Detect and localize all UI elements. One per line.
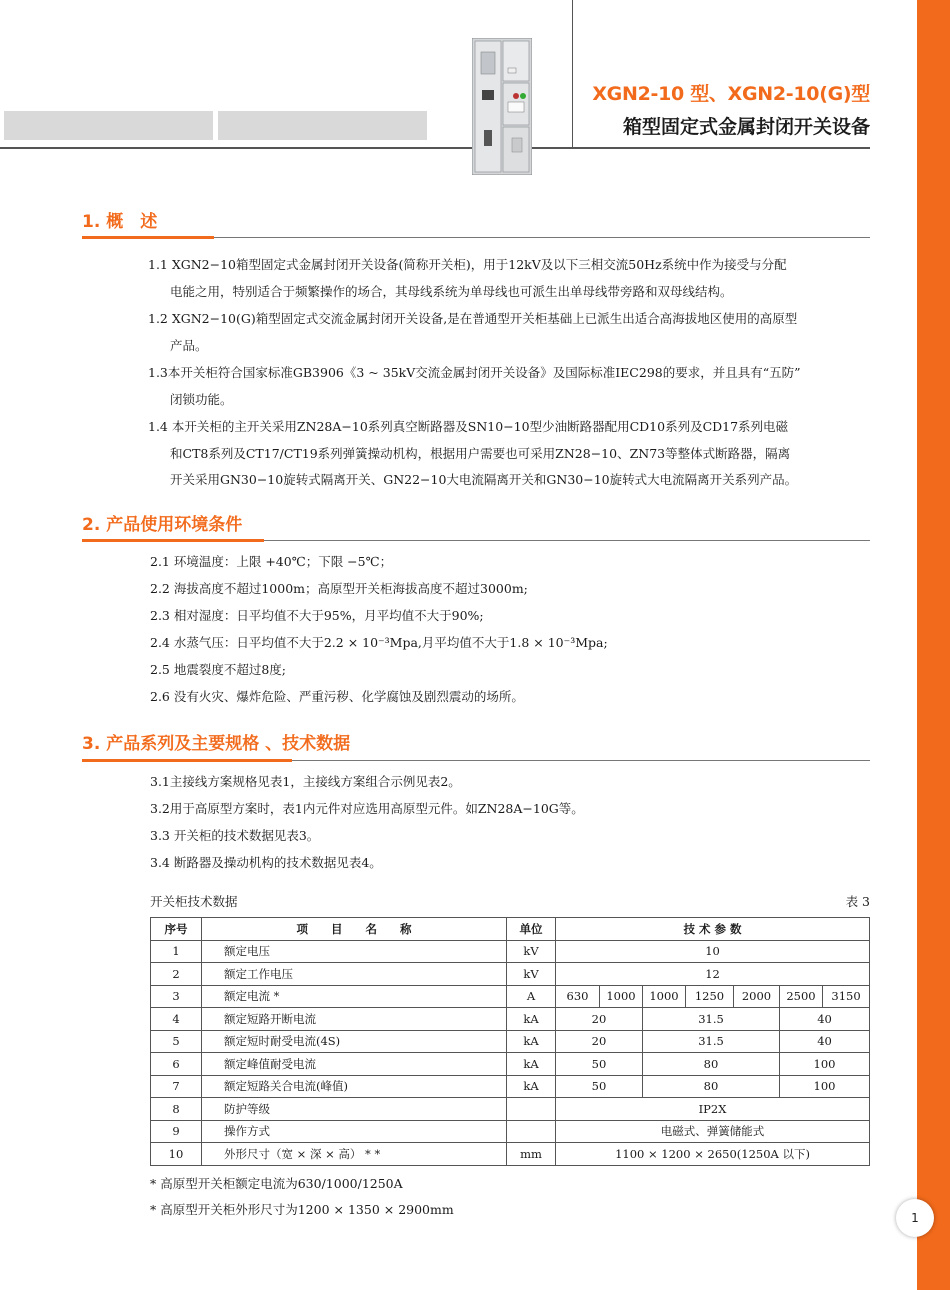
row-name: 外形尺寸（宽 × 深 × 高） * *: [202, 1143, 507, 1166]
condition-item: 2.4 水蒸气压：日平均值不大于2.2 × 10⁻³Mpa,月平均值不大于1.8 × 10⁻³Mpa;: [150, 635, 608, 650]
spec-item: 3.4 断路器及操动机构的技术数据见表4。: [150, 855, 382, 870]
row-unit: kA: [507, 1053, 556, 1076]
row-value: 20: [556, 1008, 643, 1031]
row-name: 额定峰值耐受电流: [202, 1053, 507, 1076]
table-row: [151, 1030, 870, 1053]
row-unit: kA: [507, 1075, 556, 1098]
current-value: 2000: [734, 985, 780, 1008]
header-rule: [0, 147, 870, 149]
row-value: 40: [780, 1030, 870, 1053]
table-row: [151, 1008, 870, 1031]
row-name: 额定短时耐受电流(4S): [202, 1030, 507, 1053]
current-value: 630: [556, 985, 600, 1008]
paragraph-1-4: 1.4 本开关柜的主开关采用ZN28A−10系列真空断路器及SN10−10型少油断路器配用CD10系列及CD17系列电磁 和CT8系列及CT17/CT19系列弹簧操动机构，根据用户需要也可采用ZN28−10、ZN73等整体式断路器，隔离 开关采用GN30−10旋转式隔离开关、GN22−10大电流隔离开关和GN30−10旋转式大电流隔离开关系列产品。: [148, 419, 798, 487]
orange-side-band: [917, 0, 950, 1290]
table-label: 表 3: [845, 894, 870, 909]
row-unit: mm: [507, 1143, 556, 1166]
section-3-heading: 3. 产品系列及主要规格 、技术数据: [82, 734, 351, 754]
table-row: [151, 940, 870, 963]
row-no: 5: [151, 1030, 202, 1053]
spec-item: 3.2用于高原型方案时，表1内元件对应选用高原型元件。如ZN28A−10G等。: [150, 801, 584, 816]
row-value: 1100 × 1200 × 2650(1250A 以下): [556, 1143, 870, 1166]
current-value: 1000: [600, 985, 643, 1008]
current-value: 3150: [823, 985, 870, 1008]
row-name: 操作方式: [202, 1120, 507, 1143]
current-value: 1000: [643, 985, 686, 1008]
row-name: 额定短路开断电流: [202, 1008, 507, 1031]
header-unit: 单位: [507, 918, 556, 941]
spec-item: 3.1主接线方案规格见表1，主接线方案组合示例见表2。: [150, 774, 461, 789]
row-name: 额定电流 *: [202, 985, 507, 1008]
row-value: 40: [780, 1008, 870, 1031]
section-3-accent-bar: [82, 759, 292, 762]
condition-item: 2.6 没有火灾、爆炸危险、严重污秽、化学腐蚀及剧烈震动的场所。: [150, 689, 524, 704]
row-unit: kV: [507, 940, 556, 963]
row-unit: A: [507, 985, 556, 1008]
row-no: 1: [151, 940, 202, 963]
row-value: 31.5: [643, 1030, 780, 1053]
row-value: 电磁式、弹簧储能式: [556, 1120, 870, 1143]
row-no: 9: [151, 1120, 202, 1143]
section-2-heading: 2. 产品使用环境条件: [82, 515, 243, 535]
row-value: 50: [556, 1053, 643, 1076]
paragraph-1-3: 1.3本开关柜符合国家标准GB3906《3 ~ 35kV交流金属封闭开关设备》及国际标准IEC298的要求，并且具有“五防” 闭锁功能。: [148, 365, 801, 407]
table-caption: 开关柜技术数据: [150, 894, 238, 909]
section-1-heading: 1. 概 述: [82, 212, 158, 232]
product-title-name: 箱型固定式金属封闭开关设备: [622, 116, 870, 138]
row-unit: kA: [507, 1008, 556, 1031]
condition-item: 2.1 环境温度：上限 +40℃；下限 −5℃；: [150, 554, 393, 569]
header-name: 项 目 名 称: [202, 918, 507, 941]
current-value: 2500: [780, 985, 823, 1008]
header-no: 序号: [151, 918, 202, 941]
row-value: 80: [643, 1053, 780, 1076]
footnote: * 高原型开关柜外形尺寸为1200 × 1350 × 2900mm: [150, 1202, 454, 1217]
row-name: 额定工作电压: [202, 963, 507, 986]
row-value: 100: [780, 1075, 870, 1098]
condition-item: 2.2 海拔高度不超过1000m；高原型开关柜海拔高度不超过3000m;: [150, 581, 528, 596]
row-name: 额定短路关合电流(峰值): [202, 1075, 507, 1098]
table-row: [151, 1098, 870, 1121]
row-value: 12: [556, 963, 870, 986]
row-value: IP2X: [556, 1098, 870, 1121]
row-no: 8: [151, 1098, 202, 1121]
condition-item: 2.3 相对湿度：日平均值不大于95%，月平均值不大于90%;: [150, 608, 484, 623]
table-row: [151, 1053, 870, 1076]
row-name: 防护等级: [202, 1098, 507, 1121]
footnote: * 高原型开关柜额定电流为630/1000/1250A: [150, 1176, 403, 1191]
current-value: 1250: [686, 985, 734, 1008]
switchgear-spec-table: [150, 917, 870, 1166]
row-name: 额定电压: [202, 940, 507, 963]
row-no: 10: [151, 1143, 202, 1166]
row-no: 7: [151, 1075, 202, 1098]
table-row: [151, 1120, 870, 1143]
row-unit: [507, 1098, 556, 1121]
row-no: 3: [151, 985, 202, 1008]
row-unit: kA: [507, 1030, 556, 1053]
row-value: 100: [780, 1053, 870, 1076]
paragraph-1-1: 1.1 XGN2−10箱型固定式金属封闭开关设备(简称开关柜)，用于12kV及以下三相交流50Hz系统中作为接受与分配 电能之用，特别适合于频繁操作的场合，其母线系统为单母线也可派生出单母线带旁路和双母线结构。: [148, 257, 787, 299]
page-number: 1: [896, 1199, 934, 1237]
paragraph-1-2: 1.2 XGN2−10(G)箱型固定式交流金属封闭开关设备,是在普通型开关柜基础上已派生出适合高海拔地区使用的高原型 产品。: [148, 311, 798, 353]
row-value: 50: [556, 1075, 643, 1098]
table-row: [151, 1143, 870, 1166]
table-row: [151, 1075, 870, 1098]
header-gray-bar-right: [218, 111, 427, 140]
table-row: [151, 963, 870, 986]
row-no: 4: [151, 1008, 202, 1031]
header-params: 技 术 参 数: [556, 918, 870, 941]
section-2-accent-bar: [82, 539, 264, 542]
table-row: [151, 985, 870, 1008]
row-unit: [507, 1120, 556, 1143]
row-value: 10: [556, 940, 870, 963]
section-1-accent-bar: [82, 236, 214, 239]
header-vertical-divider: [572, 0, 573, 147]
header-gray-bar-left: [4, 111, 213, 140]
product-title-model: XGN2-10 型、XGN2-10(G)型: [592, 83, 870, 105]
row-unit: kV: [507, 963, 556, 986]
row-value: 31.5: [643, 1008, 780, 1031]
table-header-row: [151, 918, 870, 941]
row-no: 6: [151, 1053, 202, 1076]
switchgear-cabinet-image: [472, 38, 532, 175]
row-value: 20: [556, 1030, 643, 1053]
row-value: 80: [643, 1075, 780, 1098]
condition-item: 2.5 地震裂度不超过8度;: [150, 662, 287, 677]
row-no: 2: [151, 963, 202, 986]
spec-item: 3.3 开关柜的技术数据见表3。: [150, 828, 320, 843]
